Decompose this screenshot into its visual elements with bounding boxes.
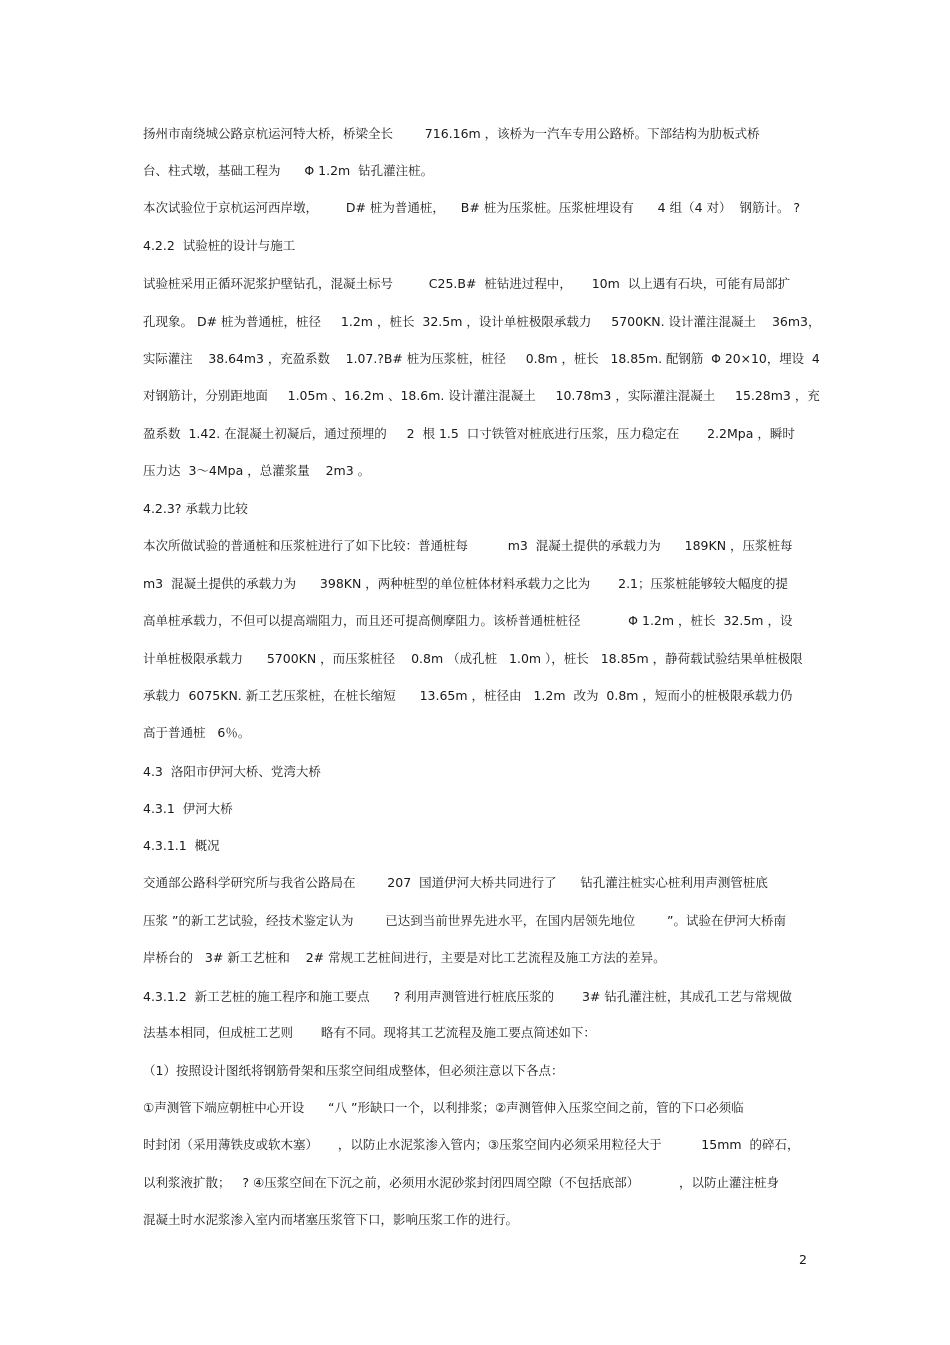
text-line: 混凝土时水泥浆渗入室内而堵塞压浆管下口，影响压浆工作的进行。 — [143, 1212, 519, 1227]
text-line: （1）按照设计图纸将钢筋骨架和压浆空间组成整体，但必须注意以下各点： — [143, 1063, 564, 1078]
text-line: 扬州市南绕城公路京杭运河特大桥，桥梁全长 716.16m ，该桥为一汽车专用公路桥。下部结构为肋板式桥 — [143, 126, 760, 141]
section-heading: 4.3.1 伊河大桥 — [143, 801, 233, 816]
text-line: 交通部公路科学研究所与我省公路局在 207 国道伊河大桥共同进行了 钻孔灌注桩实心桩利用声测管桩底 — [143, 875, 768, 890]
text-line: 法基本相同，但成桩工艺则 略有不同。现将其工艺流程及施工要点简述如下： — [143, 1025, 596, 1040]
text-line: 压浆 ”的新工艺试验，经技术鉴定认为 已达到当前世界先进水平，在国内居领先地位 ”。试验在伊河大桥南 — [143, 913, 787, 928]
page-number: 2 — [799, 1252, 807, 1267]
section-heading: 4.3.1.1 概况 — [143, 838, 220, 853]
text-line: m3 混凝土提供的承载力为 398KN ，两种桩型的单位桩体材料承载力之比为 2.1；压浆桩能够较大幅度的提 — [143, 576, 788, 591]
text-line: 试验桩采用正循环泥浆护壁钻孔，混凝土标号 C25.B# 桩钻进过程中， 10m 以上遇有石块，可能有局部扩 — [143, 276, 791, 291]
text-line: 承载力 6075KN. 新工艺压浆桩，在桩长缩短 13.65m ，桩径由 1.2m 改为 0.8m ，短而小的桩极限承载力仍 — [143, 688, 793, 703]
section-heading: 4.2.2 试验桩的设计与施工 — [143, 238, 296, 253]
text-line: 4.3.1.2 新工艺桩的施工程序和施工要点 ? 利用声测管进行桩底压浆的 3# 钻孔灌注桩，其成孔工艺与常规做 — [143, 989, 792, 1004]
text-line: 时封闭（采用薄铁皮或软木塞） ，以防止水泥浆渗入管内；③压浆空间内必须采用粒径大于 15mm 的碎石， — [143, 1137, 800, 1152]
text-line: ①声测管下端应朝桩中心开设 “八 ”形缺口一个，以利排浆；②声测管伸入压浆空间之前，管的下口必须临 — [143, 1100, 744, 1115]
text-line: 高于普通桩 6％。 — [143, 725, 251, 740]
text-line: 对钢筋计，分别距地面 1.05m 、16.2m 、18.6m. 设计灌注混凝土 10.78m3 ，实际灌注混凝土 15.28m3 ，充 — [143, 388, 820, 403]
text-line: 计单桩极限承载力 5700KN ，而压浆桩径 0.8m （成孔桩 1.0m ），桩长 18.85m ，静荷载试验结果单桩极限 — [143, 651, 803, 666]
section-heading: 4.3 洛阳市伊河大桥、党湾大桥 — [143, 764, 321, 779]
text-line: 以利浆液扩散； ? ④压浆空间在下沉之前，必须用水泥砂浆封闭四周空隙（不包括底部） ，以防止灌注桩身 — [143, 1175, 779, 1190]
text-line: 高单桩承载力，不但可以提高端阻力，而且还可提高侧摩阻力。该桥普通桩桩径 Φ 1.2m ，桩长 32.5m ，设 — [143, 613, 793, 628]
text-line: 本次试验位于京杭运河西岸墩， D# 桩为普通桩， B# 桩为压浆桩。压浆桩埋设有 4 组（4 对） 钢筋计。 ? — [143, 200, 801, 215]
text-line: 实际灌注 38.64m3 ，充盈系数 1.07.?B# 桩为压浆桩，桩径 0.8m ，桩长 18.85m. 配钢筋 Φ 20×10，埋设 4 — [143, 351, 820, 366]
text-line: 岸桥台的 3# 新工艺桩和 2# 常规工艺桩间进行，主要是对比工艺流程及施工方法的差异。 — [143, 950, 666, 965]
section-heading: 4.2.3? 承载力比较 — [143, 501, 248, 516]
text-line: 孔现象。 D# 桩为普通桩，桩径 1.2m ，桩长 32.5m ，设计单桩极限承载力 5700KN. 设计灌注混凝土 36m3， — [143, 314, 821, 329]
text-line: 盈系数 1.42. 在混凝土初凝后，通过预埋的 2 根 1.5 口寸铁管对桩底进行压浆，压力稳定在 2.2Mpa ，瞬时 — [143, 426, 795, 441]
text-line: 台、柱式墩，基础工程为 Φ 1.2m 钻孔灌注桩。 — [143, 163, 434, 178]
text-line: 本次所做试验的普通桩和压浆桩进行了如下比较：普通桩每 m3 混凝土提供的承载力为 189KN ，压浆桩每 — [143, 538, 793, 553]
text-line: 压力达 3～4Mpa ，总灌浆量 2m3 。 — [143, 463, 371, 478]
